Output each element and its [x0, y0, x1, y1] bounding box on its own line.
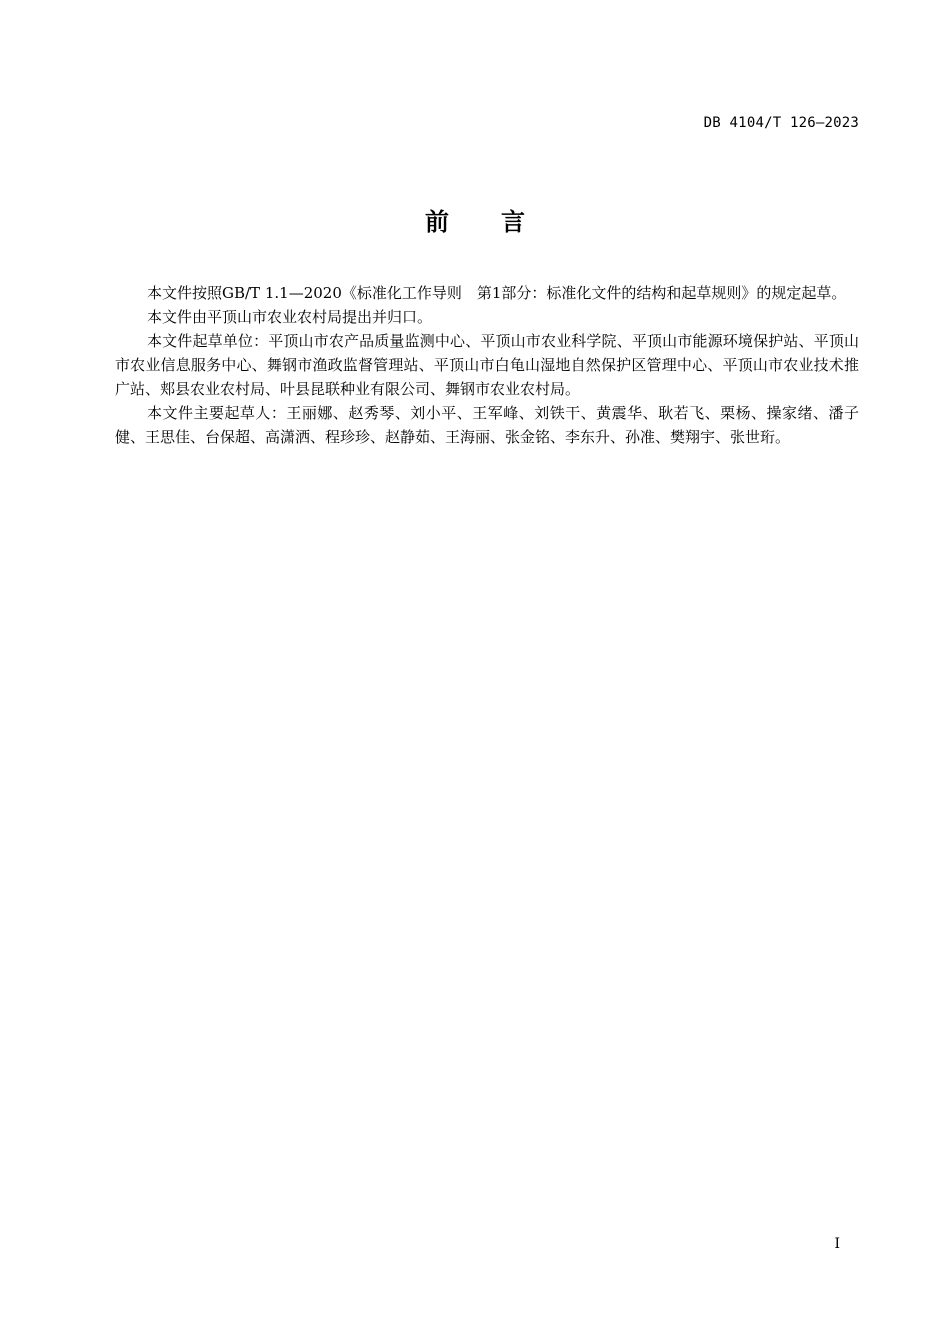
title-char-1: 前 [425, 208, 449, 236]
paragraph-proposer: 本文件由平顶山市农业农村局提出并归口。 [147, 308, 433, 326]
title-char-2: 言 [501, 208, 525, 236]
paragraph-drafters: 本文件主要起草人：王丽娜、赵秀琴、刘小平、王军峰、刘铁干、黄震华、耿若飞、栗杨、操家绪、潘子健、王思佳、台保超、高潇洒、程珍珍、赵静茹、王海丽、张金铭、李东升、孙准、樊翔宇、张世珩。 [115, 404, 859, 446]
page-number: I [834, 1236, 840, 1252]
paragraph-drafting-units: 本文件起草单位：平顶山市农产品质量监测中心、平顶山市农业科学院、平顶山市能源环境保护站、平顶山市农业信息服务中心、舞钢市渔政监督管理站、平顶山市白龟山湿地自然保护区管理中心、平顶山市农业技术推广站、郏县农业农村局、叶县昆联种业有限公司、舞钢市农业农村局。 [115, 332, 859, 398]
page-title [0, 202, 950, 237]
document-code: DB 4104/T 126—2023 [703, 115, 859, 131]
paragraph-drafting-rules: 本文件按照GB/T 1.1—2020《标准化工作导则 第1部分：标准化文件的结构和起草规则》的规定起草。 [147, 284, 847, 302]
document-body [115, 281, 859, 449]
